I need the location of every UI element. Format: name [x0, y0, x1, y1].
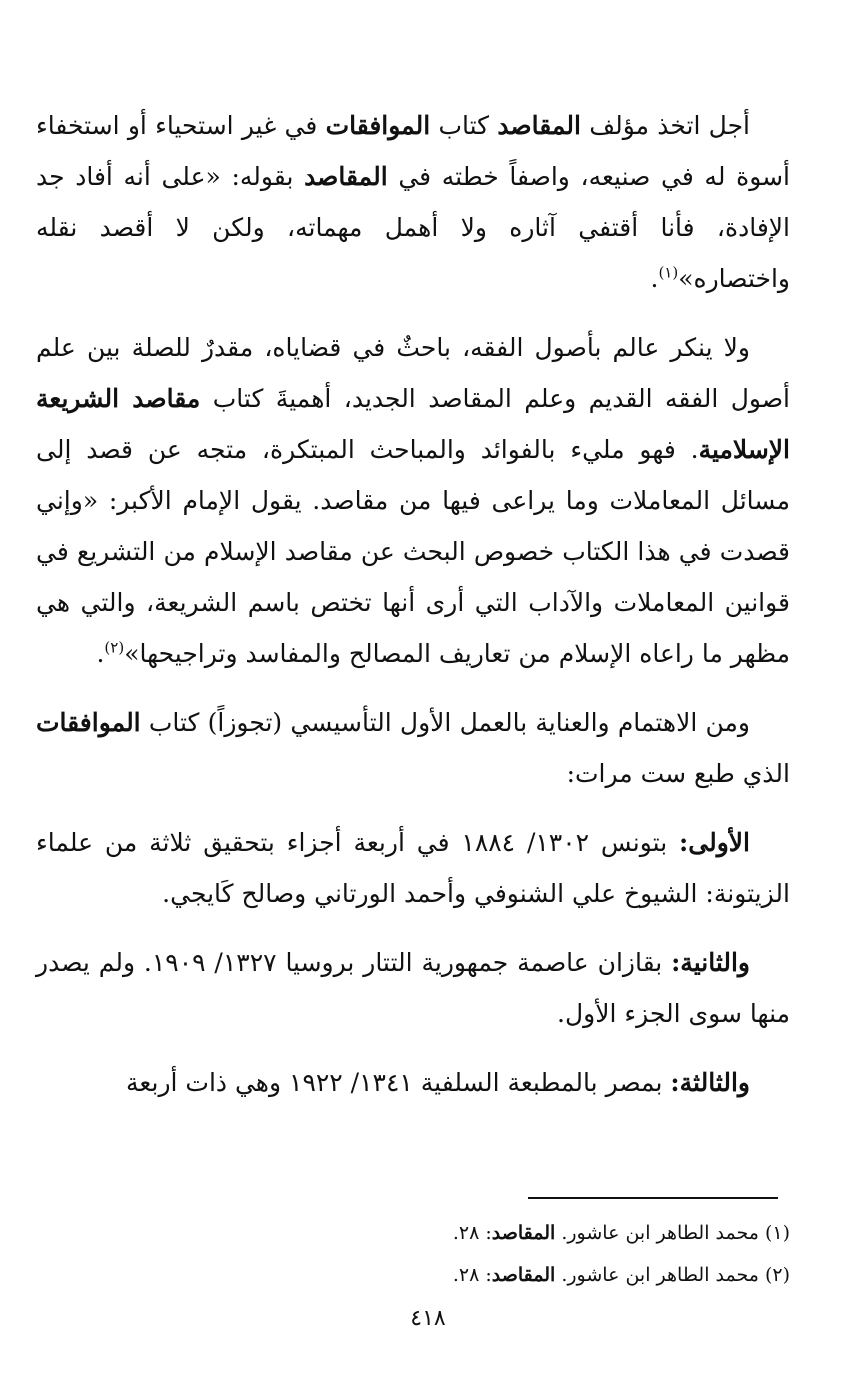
bold-text: المقاصد: [491, 1264, 556, 1286]
text-run: ولا ينكر عالم بأصول الفقه، باحثٌ في قضاياه، مقدرٌ للصلة بين علم أصول الفقه القديم وعلم المقاصد الجديد، أهميةَ كتاب: [36, 333, 790, 413]
paragraph: [36, 697, 790, 799]
text-run: (٢) محمد الطاهر ابن عاشور.: [555, 1264, 790, 1286]
bold-text: مقاصد الشريعة الإسلامية: [36, 384, 790, 464]
bold-text: الأولى:: [679, 828, 750, 857]
footnote-ref: (١): [658, 263, 679, 282]
footnotes: [36, 1212, 790, 1296]
bold-text: والثانية:: [671, 948, 750, 977]
text-run: . فهو مليء بالفوائد والمباحث المبتكرة، متجه عن قصد إلى مسائل المعاملات وما يراعى فيها من مقاصد. يقول الإمام الأكبر: «وإني قصدت في هذا الكتاب خصوص البحث عن مقاصد الإسلام من التشريع في قوانين المعاملات والآداب التي أرى أنها تختص باسم الشريعة، والتي هي مظهر ما راعاه الإسلام من تعاريف المصالح والمفاسد وتراجيحها»: [36, 435, 790, 668]
footnote: [36, 1212, 790, 1254]
text-run: : ٢٨.: [452, 1222, 492, 1244]
paragraph: [36, 937, 790, 1039]
text-run: الذي طبع ست مرات:: [566, 759, 790, 788]
paragraph: [36, 1057, 790, 1108]
bold-text: الموافقات: [325, 111, 431, 140]
text-run: .: [650, 264, 659, 293]
text-run: : ٢٨.: [452, 1264, 492, 1286]
bold-text: الموافقات: [36, 708, 141, 737]
text-run: بتونس ١٣٠٢/ ١٨٨٤ في أربعة أجزاء بتحقيق ثلاثة من علماء الزيتونة: الشيوخ علي الشنوفي وأحمد الورتاني وصالح كَايجي.: [36, 828, 790, 908]
text-run: أجل اتخذ مؤلف: [580, 111, 751, 140]
bold-text: المقاصد: [304, 162, 388, 191]
text-run: في غير استحياء أو استخفاء أسوة له في صنيعه، واصفاً خطته في: [36, 111, 790, 191]
paragraph: [36, 322, 790, 679]
paragraph: [36, 817, 790, 919]
paragraph: [36, 100, 790, 304]
text-run: كتاب: [430, 111, 498, 140]
footnote: [36, 1254, 790, 1296]
text-run: بمصر بالمطبعة السلفية ١٣٤١/ ١٩٢٢ وهي ذات أربعة: [126, 1068, 671, 1097]
text-run: .: [96, 639, 105, 668]
footnote-divider: [528, 1197, 778, 1199]
bold-text: المقاصد: [491, 1222, 556, 1244]
page-number: ٤١٨: [410, 1306, 446, 1331]
bold-text: والثالثة:: [670, 1068, 750, 1097]
text-run: (١) محمد الطاهر ابن عاشور.: [555, 1222, 790, 1244]
main-text: [36, 100, 790, 1126]
text-run: ومن الاهتمام والعناية بالعمل الأول التأسيسي (تجوزاً) كتاب: [140, 708, 750, 737]
text-run: بقوله: «على أنه أفاد جد الإفادة، فأنا أقتفي آثاره ولا أهمل مهماته، ولكن لا أقصد نقله واختصاره»: [36, 162, 790, 293]
text-run: بقازان عاصمة جمهورية التتار بروسيا ١٣٢٧/ ١٩٠٩. ولم يصدر منها سوى الجزء الأول.: [36, 948, 790, 1028]
footnote-ref: (٢): [104, 638, 125, 657]
bold-text: المقاصد: [497, 111, 581, 140]
